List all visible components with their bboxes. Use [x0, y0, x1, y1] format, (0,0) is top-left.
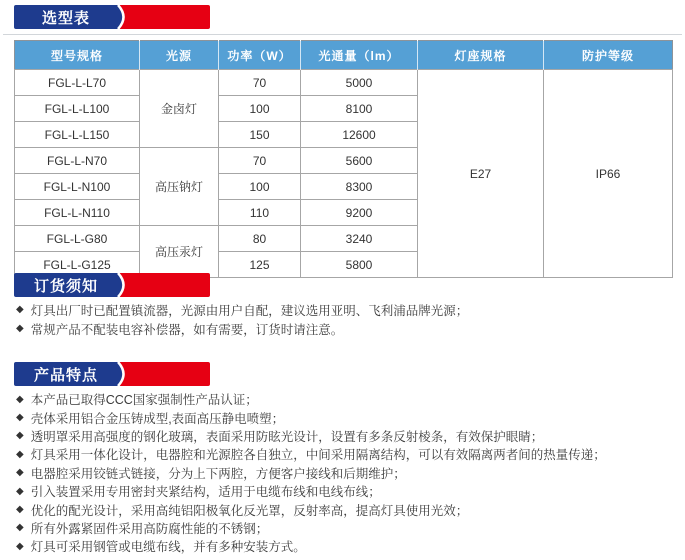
list-item — [16, 427, 606, 445]
model-cell: FGL-L-L150 — [15, 122, 140, 148]
list-item — [16, 408, 606, 426]
power-cell: 125 — [219, 252, 301, 278]
top-divider — [3, 34, 682, 35]
list-item — [16, 445, 606, 463]
model-cell: FGL-L-L100 — [15, 96, 140, 122]
list-item-text: 透明罩采用高强度的钢化玻璃，表面采用防眩光设计，设置有多条反射棱条，有效保护眼睛； — [30, 429, 544, 444]
model-cell: FGL-L-L70 — [15, 70, 140, 96]
diamond-bullet-icon: ◆ — [16, 467, 24, 479]
diamond-bullet-icon: ◆ — [16, 393, 24, 405]
flux-cell: 9200 — [301, 200, 418, 226]
diamond-bullet-icon: ◆ — [16, 412, 24, 424]
flux-cell: 3240 — [301, 226, 418, 252]
list-item-text: 壳体采用铝合金压铸成型,表面高压静电喷塑； — [30, 411, 285, 426]
flux-cell: 8100 — [301, 96, 418, 122]
section-title-ordering: 订货须知 — [33, 277, 98, 295]
diamond-bullet-icon: ◆ — [16, 323, 24, 334]
light-source-cell: 金卤灯 — [140, 70, 219, 148]
section-banner-features — [14, 362, 210, 386]
power-cell: 100 — [219, 96, 301, 122]
column-header-3: 光通量（lm） — [301, 41, 418, 70]
list-item-text: 灯具出厂时已配置镇流器，光源由用户自配，建议选用亚明、飞利浦品牌光源； — [30, 303, 469, 318]
table-row — [15, 70, 673, 96]
section-banner-ordering — [14, 273, 210, 297]
ordering-notes-list — [16, 300, 468, 338]
selection-table-header — [15, 41, 673, 70]
column-header-2: 功率（W） — [219, 41, 301, 70]
power-cell: 150 — [219, 122, 301, 148]
power-cell: 70 — [219, 70, 301, 96]
list-item-text: 引入装置采用专用密封夹紧结构，适用于电缆布线和电线布线； — [30, 485, 381, 500]
section-title-selection: 选型表 — [41, 9, 90, 27]
column-header-5: 防护等级 — [544, 41, 673, 70]
power-cell: 70 — [219, 148, 301, 174]
flux-cell: 5800 — [301, 252, 418, 278]
model-cell: FGL-L-G125 — [15, 252, 140, 278]
model-cell: FGL-L-N110 — [15, 200, 140, 226]
list-item-text: 优化的配光设计，采用高纯铝阳极氧化反光罩，反射率高，提高灯具使用光效； — [30, 503, 469, 518]
product-features-list — [16, 390, 606, 556]
list-item-text: 常规产品不配装电容补偿器，如有需要，订货时请注意。 — [30, 322, 344, 337]
list-item — [16, 482, 606, 500]
power-cell: 100 — [219, 174, 301, 200]
model-cell: FGL-L-N100 — [15, 174, 140, 200]
column-header-4: 灯座规格 — [418, 41, 544, 70]
list-item — [16, 390, 606, 408]
list-item — [16, 537, 606, 555]
power-cell: 80 — [219, 226, 301, 252]
diamond-bullet-icon: ◆ — [16, 485, 24, 497]
list-item — [16, 500, 606, 518]
column-header-0: 型号规格 — [15, 41, 140, 70]
protection-rating-cell: IP66 — [544, 70, 673, 278]
lamp-holder-cell: E27 — [418, 70, 544, 278]
light-source-cell: 高压钠灯 — [140, 148, 219, 226]
flux-cell: 5000 — [301, 70, 418, 96]
flux-cell: 5600 — [301, 148, 418, 174]
list-item-text: 灯具采用一体化设计，电器腔和光源腔各自独立，中间采用隔离结构，可以有效隔离两者间的热量传递； — [30, 448, 606, 463]
section-banner-selection — [14, 5, 210, 29]
selection-table — [14, 40, 673, 278]
diamond-bullet-icon: ◆ — [16, 522, 24, 534]
list-item — [16, 300, 468, 319]
list-item-text: 所有外露紧固件采用高防腐性能的不锈钢； — [30, 521, 269, 536]
list-item-text: 电器腔采用铰链式链接，分为上下两腔，方便客户接线和后期维护； — [30, 466, 406, 481]
diamond-bullet-icon: ◆ — [16, 304, 24, 315]
section-title-features: 产品特点 — [33, 366, 98, 384]
column-header-1: 光源 — [140, 41, 219, 70]
list-item-text: 灯具可采用钢管或电缆布线，并有多种安装方式。 — [30, 540, 306, 555]
flux-cell: 8300 — [301, 174, 418, 200]
selection-table-body — [15, 70, 673, 278]
light-source-cell: 高压汞灯 — [140, 226, 219, 278]
model-cell: FGL-L-N70 — [15, 148, 140, 174]
power-cell: 110 — [219, 200, 301, 226]
diamond-bullet-icon: ◆ — [16, 448, 24, 460]
list-item — [16, 464, 606, 482]
diamond-bullet-icon: ◆ — [16, 430, 24, 442]
model-cell: FGL-L-G80 — [15, 226, 140, 252]
flux-cell: 12600 — [301, 122, 418, 148]
list-item-text: 本产品已取得CCC国家强制性产品认证； — [30, 393, 258, 408]
list-item — [16, 319, 468, 338]
diamond-bullet-icon: ◆ — [16, 504, 24, 516]
diamond-bullet-icon: ◆ — [16, 540, 24, 552]
selection-table-wrap — [14, 40, 672, 278]
list-item — [16, 519, 606, 537]
